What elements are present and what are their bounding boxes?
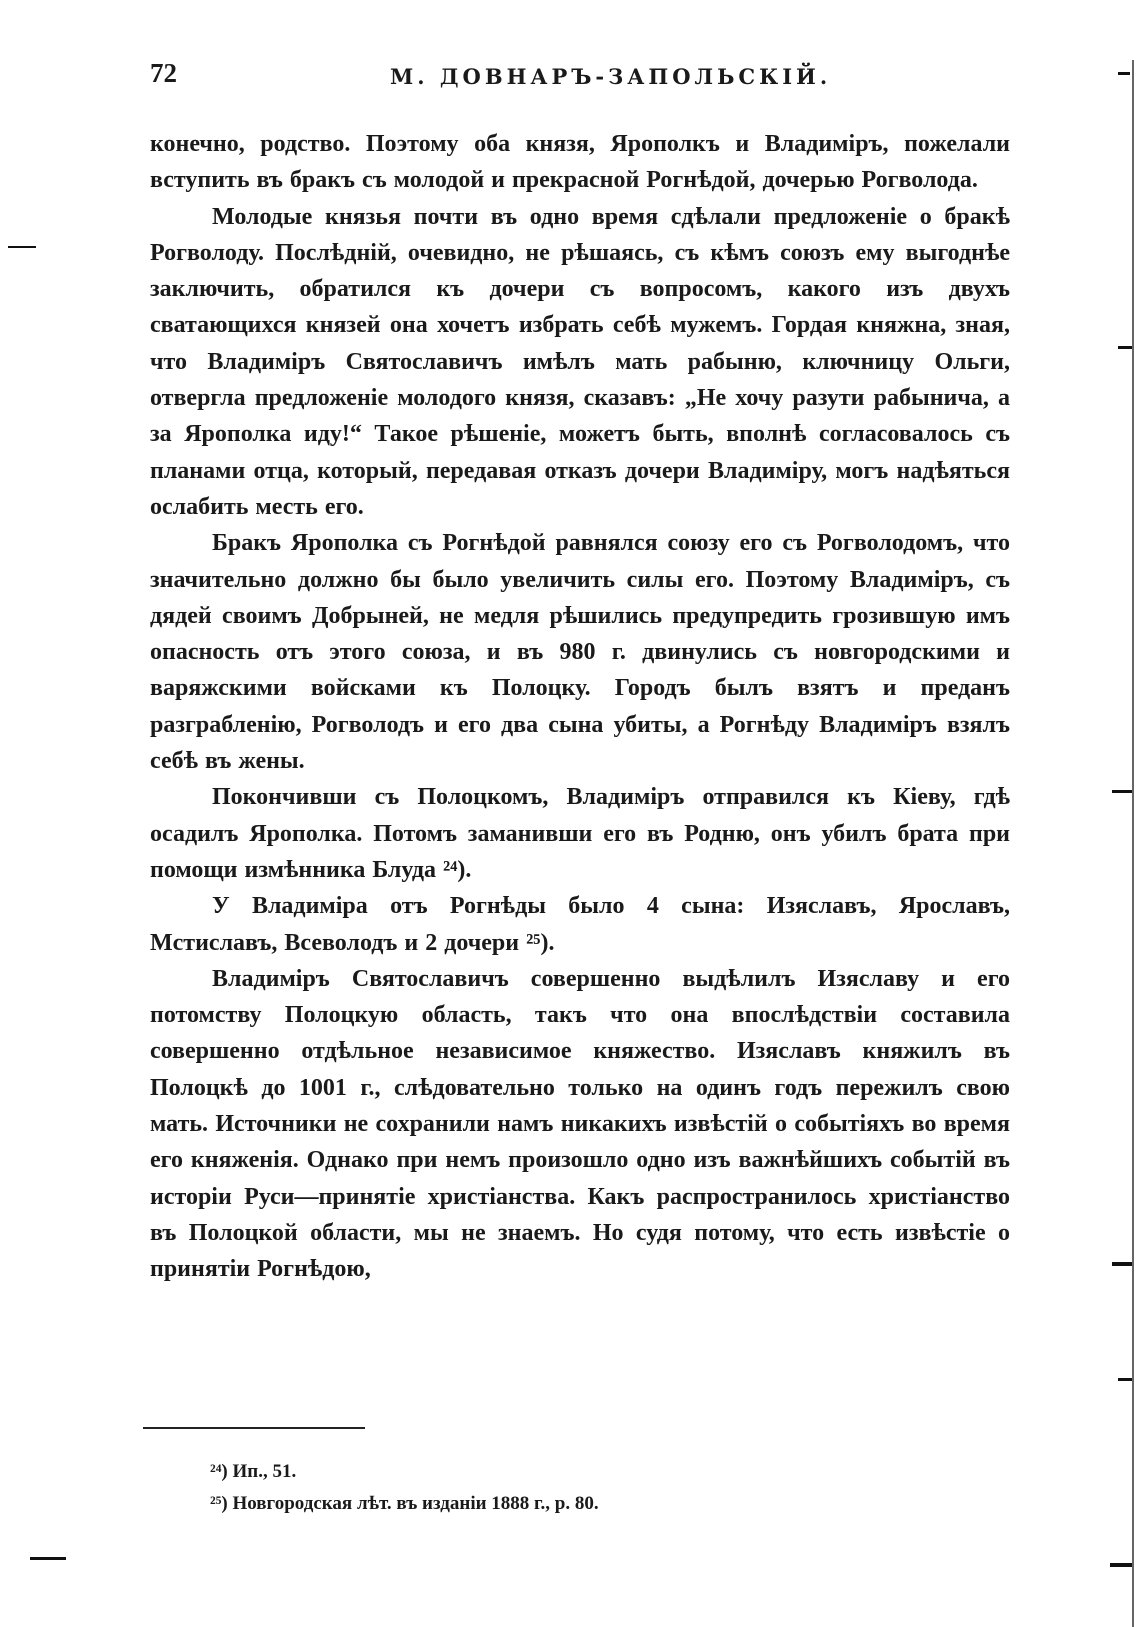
right-margin-mark-1 [1118,72,1130,75]
paragraph-3: Бракъ Ярополка съ Рогнѣдой равнялся союзу его съ Рогволодомъ, что значительно должно бы было увеличить силы его. Поэтому Владиміръ, съ дядей своимъ Добрыней, не медля рѣшились предупредить грозившую имъ опасность отъ этого союза, и въ 980 г. двинулись съ новгородскими и варяжскими войсками къ Полоцку. Городъ былъ взятъ и преданъ разграбленію, Рогволодъ и его два сына убиты, а Рогнѣду Владиміръ взялъ себѣ въ жены. [150,530,1010,775]
right-margin-mark-2 [1118,346,1132,349]
right-margin-mark-5 [1118,1378,1132,1381]
body-text [150,126,1010,1288]
footnote-25: ²⁵) Новгородская лѣт. въ изданіи 1888 г., р. 80. [210,1493,599,1514]
paragraph-6: Владиміръ Святославичъ совершенно выдѣлилъ Изяславу и его потомству Полоцкую область, такъ что она впослѣдствіи составила совершенно отдѣльное независимое княжество. Изяславъ княжилъ въ Полоцкѣ до 1001 г., слѣдовательно только на одинъ годъ пережилъ свою мать. Источники не сохранили намъ никакихъ извѣстій о событіяхъ во время его княженія. Однако при немъ произошло одно изъ важнѣйшихъ событій въ исторіи Руси—принятіе христіанства. Какъ распространилось христіанство въ Полоцкой области, мы не знаемъ. Но судя потому, что есть извѣстіе о принятіи Рогнѣдою, [150,965,1010,1283]
footnote-24: ²⁴) Ип., 51. [210,1461,297,1482]
footnote-separator [143,1427,365,1429]
page-number: 72 [150,58,177,88]
right-margin-mark-3 [1112,790,1132,793]
paragraph-1: конечно, родство. Поэтому оба князя, Ярополкъ и Владиміръ, пожелали вступить въ бракъ съ молодой и прекрасной Рогнѣдой, дочерью Рогволода. [150,131,1010,194]
left-margin-mark-top [8,246,36,248]
right-margin-mark-4 [1112,1262,1132,1266]
page-header [150,58,1010,98]
running-head: М. ДОВНАРЪ-ЗАПОЛЬСКІЙ. [390,64,832,89]
paragraph-2: Молодые князья почти въ одно время сдѣлали предложеніе о бракѣ Рогволоду. Послѣдній, очевидно, не рѣшаясь, съ кѣмъ союзъ ему выгоднѣе заключить, обратился къ дочери съ вопросомъ, какого изъ двухъ сватающихся князей она хочетъ избрать себѣ мужемъ. Гордая княжна, зная, что Владиміръ Святославичъ имѣлъ мать рабыню, ключницу Ольги, отвергла предложеніе молодого князя, сказавъ: „Не хочу разути рабынича, а за Ярополка иду!“ Такое рѣшеніе, можетъ быть, вполнѣ согласовалось съ планами отца, который, передавая отказъ дочери Владиміру, могъ надѣяться ослабить месть его. [150,203,1010,520]
right-edge-rule [1132,60,1134,1627]
footnotes [210,1456,910,1520]
left-margin-mark-bottom [30,1557,66,1560]
paragraph-5: У Владиміра отъ Рогнѣды было 4 сына: Изяславъ, Ярославъ, Мстиславъ, Всеволодъ и 2 дочери ²⁵). [150,893,1010,956]
paragraph-4: Покончивши съ Полоцкомъ, Владиміръ отправился къ Кіеву, гдѣ осадилъ Ярополка. Потомъ заманивши его въ Родню, онъ убилъ брата при помощи измѣнника Блуда ²⁴). [150,784,1010,883]
right-margin-mark-6 [1110,1563,1132,1567]
